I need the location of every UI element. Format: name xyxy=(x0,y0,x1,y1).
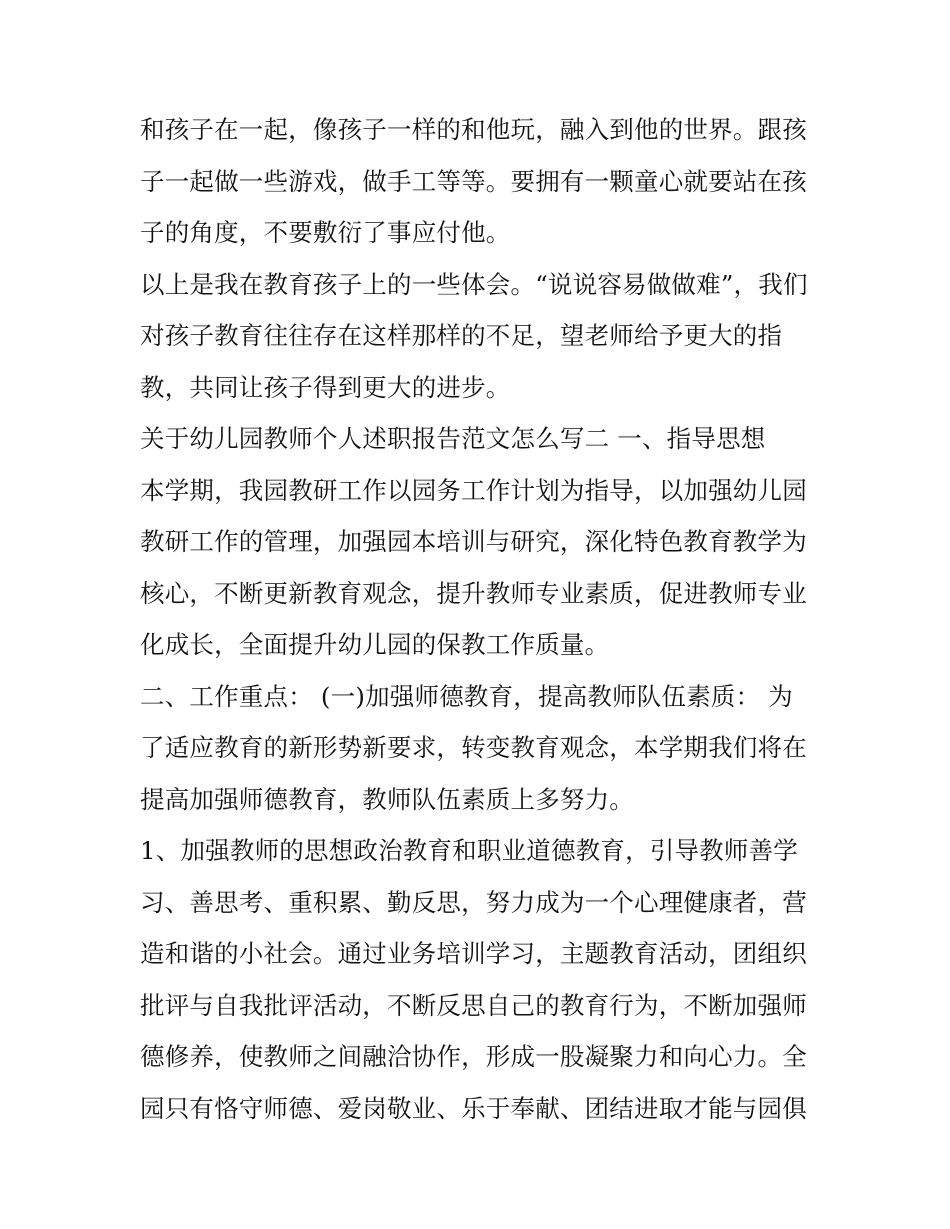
text-line-12: 二、工作重点： (一)加强师德教育，提高教师队伍素质： 为 xyxy=(140,681,793,711)
text-line-3: 子的角度，不要敷衍了事应付他。 xyxy=(140,218,511,247)
text-line-18: 批评与自我批评活动，不断反思自己的教育行为，不断加强师 xyxy=(140,990,807,1020)
text-line-6: 教，共同让孩子得到更大的进步。 xyxy=(140,372,511,402)
text-line-1: 和孩子在一起，像孩子一样的和他玩，融入到他的世界。跟孩 xyxy=(140,115,807,144)
text-line-9: 教研工作的管理，加强园本培训与研究，深化特色教育教学为 xyxy=(140,527,807,556)
document-body xyxy=(140,104,820,1134)
text-line-17: 造和谐的小社会。通过业务培训学习，主题教育活动，团组织 xyxy=(140,939,807,968)
text-line-5: 对孩子教育往往存在这样那样的不足，望老师给予更大的指 xyxy=(140,321,783,350)
text-line-13: 了适应教育的新形势新要求，转变教育观念，本学期我们将在 xyxy=(140,733,807,762)
text-line-14: 提高加强师德教育，教师队伍素质上多努力。 xyxy=(140,784,634,814)
text-line-10: 核心，不断更新教育观念，提升教师专业素质，促进教师专业 xyxy=(140,578,807,608)
text-line-8: 本学期，我园教研工作以园务工作计划为指导，以加强幼儿园 xyxy=(140,475,807,505)
text-line-19: 德修养，使教师之间融洽协作，形成一股凝聚力和向心力。全 xyxy=(140,1042,807,1071)
text-line-7: 关于幼儿园教师个人述职报告范文怎么写二 一、指导思想 xyxy=(140,424,766,453)
text-line-2: 子一起做一些游戏，做手工等等。要拥有一颗童心就要站在孩 xyxy=(140,166,807,196)
text-line-16: 习、善思考、重积累、勤反思，努力成为一个心理健康者，营 xyxy=(140,887,807,917)
text-line-11: 化成长，全面提升幼儿园的保教工作质量。 xyxy=(140,630,610,659)
text-line-15: 1、加强教师的思想政治教育和职业道德教育，引导教师善学 xyxy=(140,836,798,865)
text-line-4: 以上是我在教育孩子上的一些体会。“说说容易做做难”，我们 xyxy=(140,269,808,299)
text-line-20: 园只有恪守师德、爱岗敬业、乐于奉献、团结进取才能与园俱 xyxy=(140,1093,807,1123)
